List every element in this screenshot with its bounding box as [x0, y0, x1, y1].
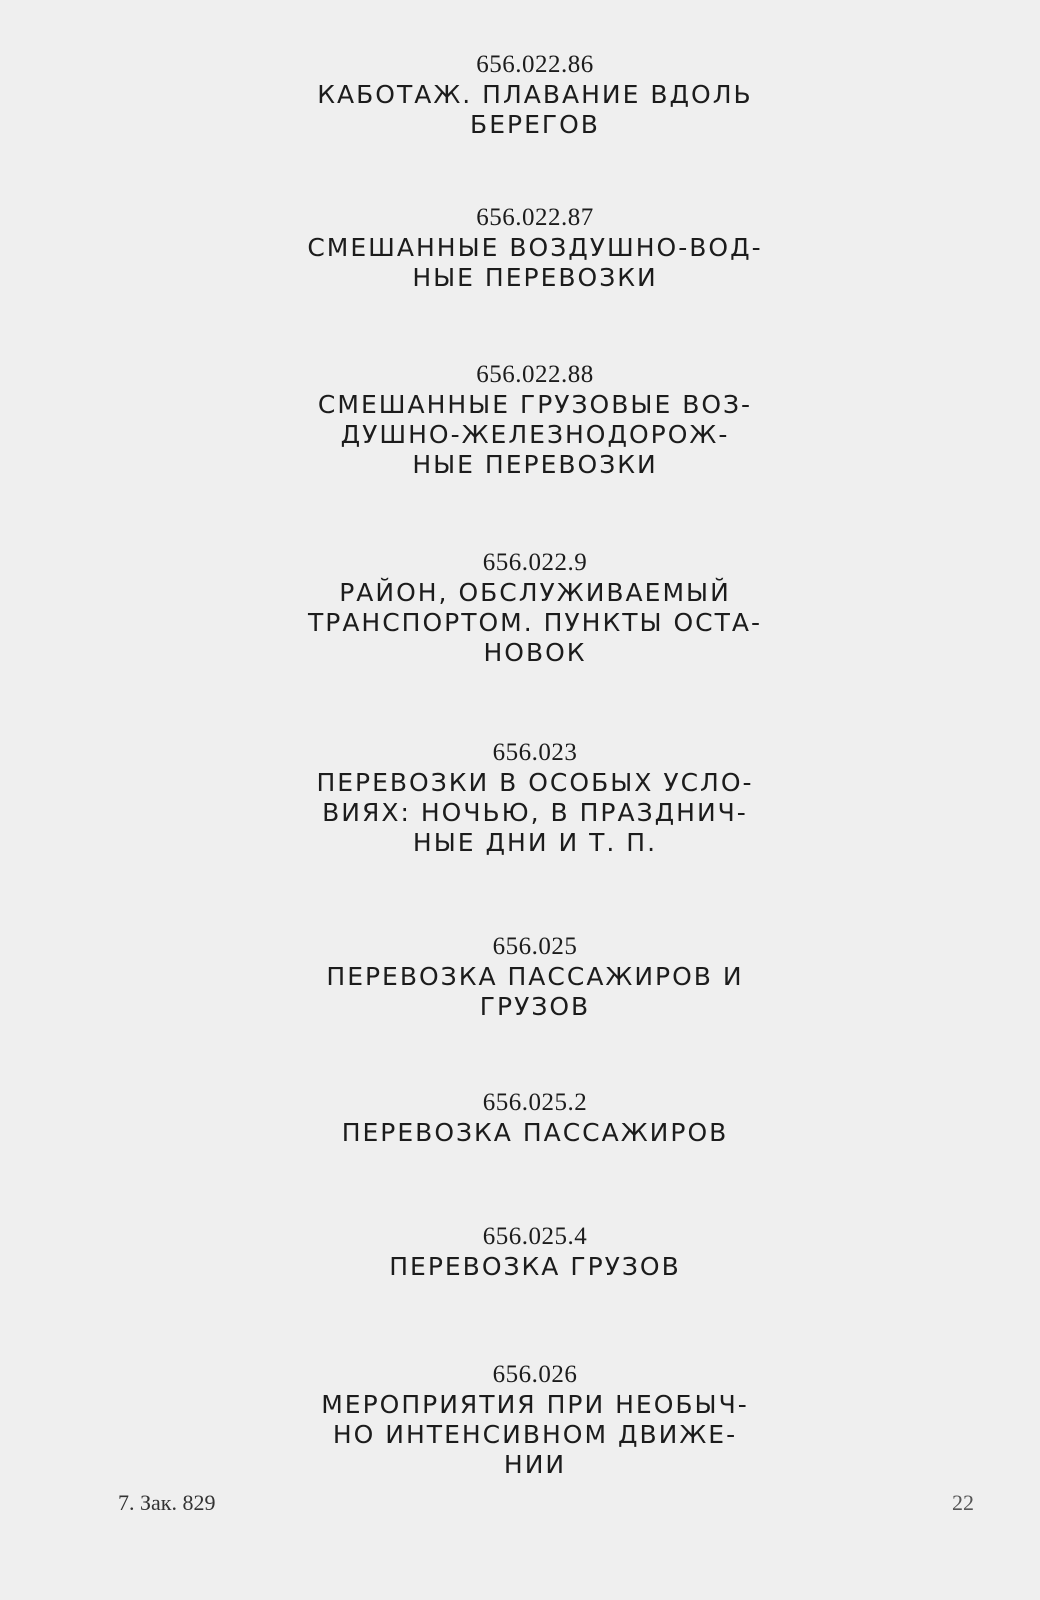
entry-title-line: КАБОТАЖ. ПЛАВАНИЕ ВДОЛЬ: [317, 80, 753, 109]
entry-title-line: БЕРЕГОВ: [470, 110, 600, 139]
entry-code: 656.025: [492, 933, 578, 960]
entry-title-line: ТРАНСПОРТОМ. ПУНКТЫ ОСТА-: [307, 608, 763, 637]
entry-title-line: РАЙОН, ОБСЛУЖИВАЕМЫЙ: [339, 578, 731, 607]
entry-title-line: МЕРОПРИЯТИЯ ПРИ НЕОБЫЧ-: [321, 1390, 749, 1419]
entry-code: 656.025.2: [482, 1089, 588, 1116]
catalog-entry: [270, 1222, 800, 1282]
entry-title-line: СМЕШАННЫЕ ВОЗДУШНО-ВОД-: [307, 233, 763, 262]
page-number: 22: [952, 1490, 974, 1515]
entry-title-line: ГРУЗОВ: [479, 992, 591, 1021]
entry-title-line: НЫЕ ДНИ И Т. П.: [412, 828, 658, 857]
catalog-entry: [270, 50, 800, 140]
entry-title-line: ДУШНО-ЖЕЛЕЗНОДОРОЖ-: [340, 420, 730, 449]
entry-title-line: СМЕШАННЫЕ ГРУЗОВЫЕ ВОЗ-: [317, 390, 753, 419]
entry-title-line: ПЕРЕВОЗКА ГРУЗОВ: [389, 1252, 681, 1281]
entry-title-line: ПЕРЕВОЗКА ПАССАЖИРОВ: [341, 1118, 729, 1147]
print-order-note: 7. Зак. 829: [118, 1490, 216, 1515]
entry-title-line: НЫЕ ПЕРЕВОЗКИ: [412, 450, 658, 479]
entry-code: 656.025.4: [482, 1223, 588, 1250]
entry-title-line: НО ИНТЕНСИВНОМ ДВИЖЕ-: [332, 1420, 738, 1449]
entry-code: 656.022.86: [476, 51, 594, 78]
catalog-entry: [270, 548, 800, 668]
entry-code: 656.022.9: [482, 549, 588, 576]
entry-title-line: ПЕРЕВОЗКИ В ОСОБЫХ УСЛО-: [316, 768, 754, 797]
entry-code: 656.022.87: [476, 204, 594, 231]
catalog-entry: [270, 1360, 800, 1480]
entry-title-line: ПЕРЕВОЗКА ПАССАЖИРОВ И: [326, 962, 744, 991]
entry-code: 656.023: [492, 739, 578, 766]
catalog-entry: [270, 360, 800, 480]
entry-title-line: НИИ: [503, 1450, 567, 1479]
entry-code: 656.026: [492, 1361, 578, 1388]
catalog-entry: [270, 932, 800, 1022]
catalog-entry: [270, 203, 800, 293]
entry-code: 656.022.88: [476, 361, 594, 388]
entry-title-line: НОВОК: [483, 638, 587, 667]
catalog-entry: [270, 1088, 800, 1148]
entry-title-line: НЫЕ ПЕРЕВОЗКИ: [412, 263, 658, 292]
catalog-entry: [270, 738, 800, 858]
entry-title-line: ВИЯХ: НОЧЬЮ, В ПРАЗДНИЧ-: [322, 798, 748, 827]
